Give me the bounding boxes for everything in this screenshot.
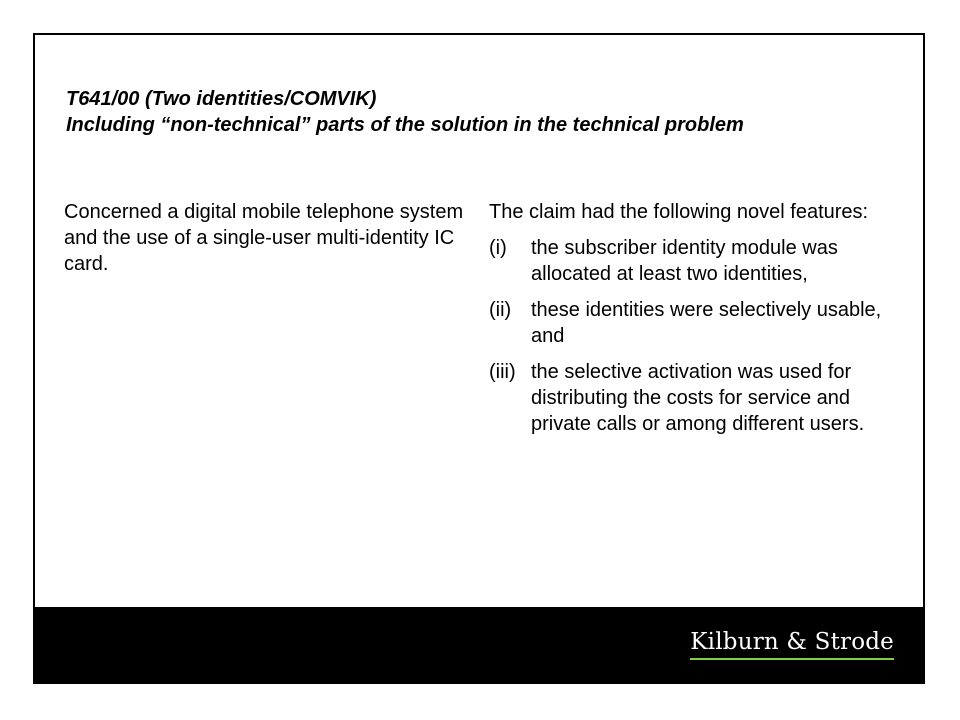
title-line-1: T641/00 (Two identities/COMVIK) — [66, 88, 377, 110]
feature-number: (i) — [489, 237, 507, 259]
left-column — [64, 199, 474, 277]
footer-band — [35, 607, 923, 682]
title-line-2: Including “non-technical” parts of the solution in the technical problem — [66, 114, 744, 136]
feature-item — [489, 235, 909, 287]
claim-intro: The claim had the following novel features: — [489, 201, 869, 223]
right-column — [489, 199, 909, 447]
feature-number: (iii) — [489, 361, 516, 383]
brand-logo: Kilburn & Strode — [690, 629, 894, 660]
feature-text: these identities were selectively usable, and — [531, 299, 882, 347]
feature-number: (ii) — [489, 299, 512, 321]
feature-list — [489, 235, 909, 437]
feature-item — [489, 297, 909, 349]
slide — [33, 33, 925, 684]
feature-text: the selective activation was used for distributing the costs for service and private calls or among different users. — [531, 361, 865, 435]
feature-text: the subscriber identity module was allocated at least two identities, — [531, 237, 838, 285]
feature-item — [489, 359, 909, 437]
left-column-text: Concerned a digital mobile telephone system and the use of a single-user multi-identity IC card. — [64, 201, 464, 275]
slide-title — [66, 86, 906, 138]
